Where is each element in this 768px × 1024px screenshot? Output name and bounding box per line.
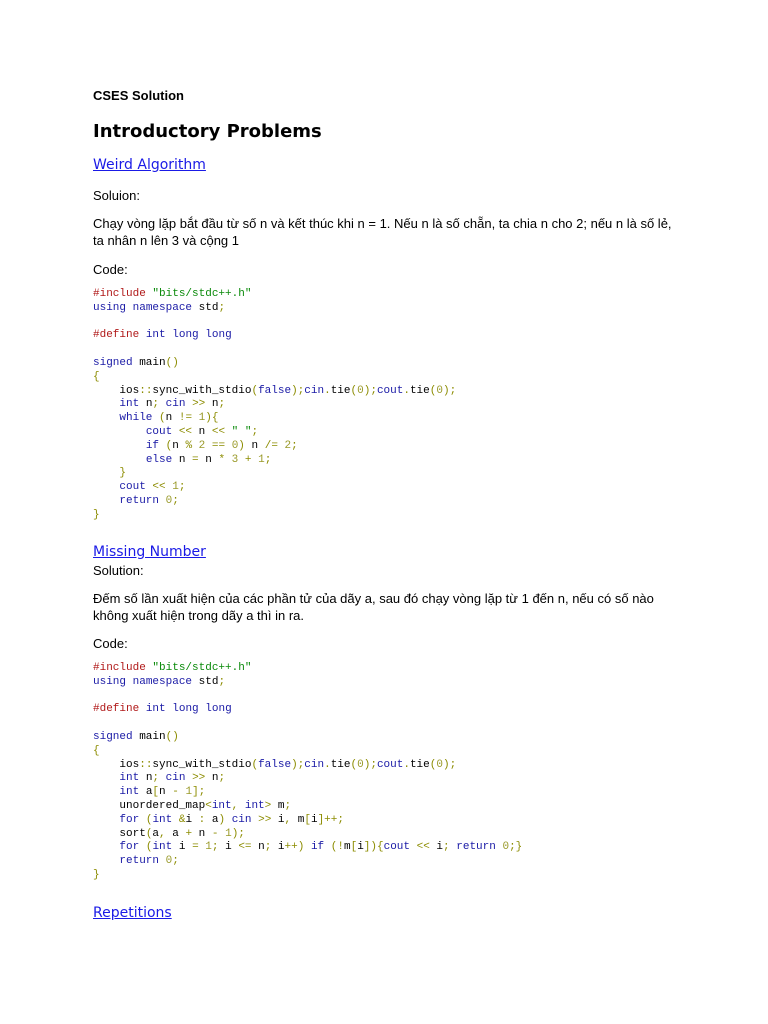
- code-label: Code:: [93, 262, 128, 277]
- page-title: Introductory Problems: [93, 121, 322, 142]
- link-repetitions[interactable]: Repetitions: [93, 905, 172, 921]
- link-missing-number[interactable]: Missing Number: [93, 544, 206, 560]
- header-label: CSES Solution: [93, 88, 184, 103]
- solution-label: Solution:: [93, 563, 144, 578]
- solution-description: Đếm số lần xuất hiện của các phần tử của dãy a, sau đó chạy vòng lặp từ 1 đến n, nếu có số nào không xuất hiện trong dãy a thì in ra.: [93, 591, 654, 623]
- solution-description: Chạy vòng lặp bắt đầu từ số n và kết thúc khi n = 1. Nếu n là số chẵn, ta chia n cho 2; nếu n là số lẻ, ta nhân n lên 3 và cộng 1: [93, 216, 672, 248]
- code-block: #include "bits/stdc++.h" using namespace std; #define int long long signed main() { ios::sync_with_stdio(false);cin.tie(0);cout.tie(0); int n; cin >> n; while (n != 1){ cout << n << " "; if (n % 2 == 0) n /= 2; else n = n * 3 + 1; } cout << 1; return 0; }: [93, 288, 457, 521]
- code-block: #include "bits/stdc++.h" using namespace std; #define int long long signed main() { ios::sync_with_stdio(false);cin.tie(0);cout.tie(0); int n; cin >> n; int a[n - 1]; unordered_map<int, int> m; for (int &i : a) cin >> i, m[i]++; sort(a, a + n - 1); for (int i = 1; i <= n; i++) if (!m[i]){cout << i; return 0;} return 0; }: [93, 662, 523, 881]
- solution-label: Soluion:: [93, 188, 140, 203]
- link-weird-algorithm[interactable]: Weird Algorithm: [93, 157, 206, 173]
- code-label: Code:: [93, 636, 128, 651]
